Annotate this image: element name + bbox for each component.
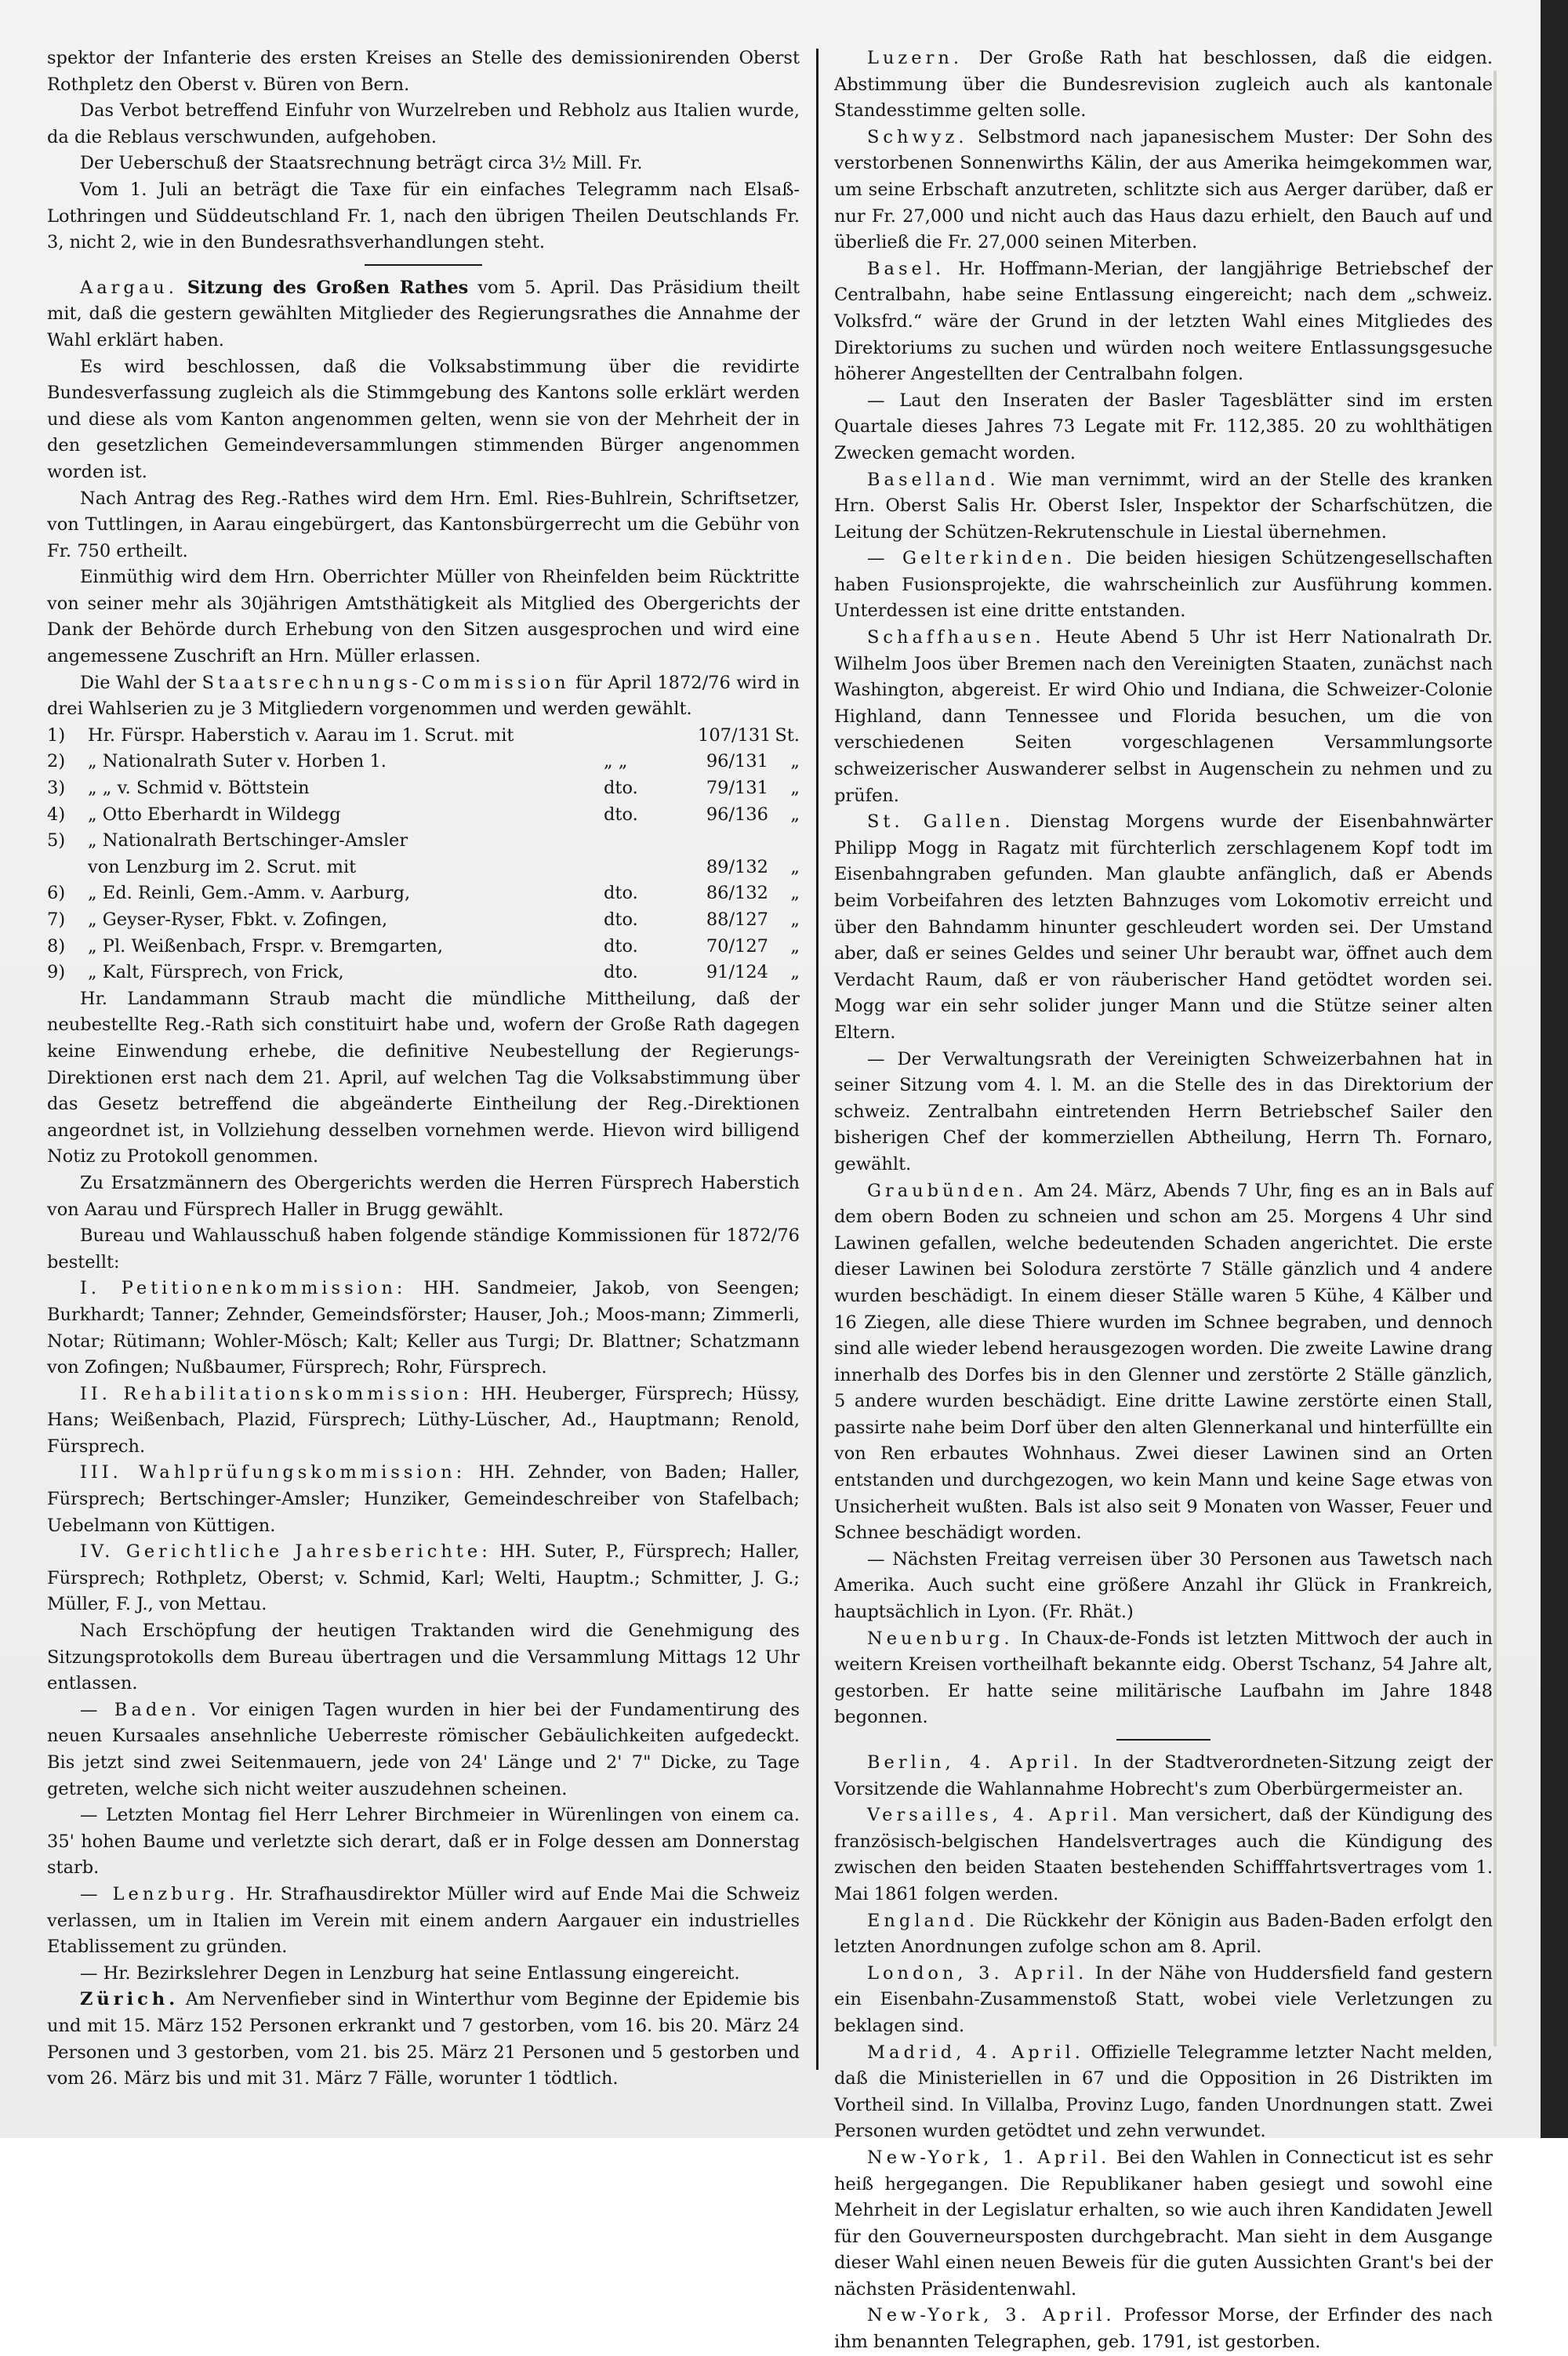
newyork-article-2 [834,2303,1493,2355]
article-text: Hr. Strafhausdirektor Müller wird auf Ende Mai die Schweiz verlassen, um in Italien im Verein mit einem andern Aargauer ein industrielles Etablissement zu gründen. [47,1883,800,1958]
place-date: London, 3. April. [867,1962,1088,1984]
paragraph: Bureau und Wahlausschuß haben folgende ständige Kommissionen für 1872/76 bestellt: [47,1225,800,1272]
table-row [47,828,800,855]
row-votes: 96/136 [706,804,768,825]
schwyz-article [834,125,1493,256]
paragraph: Zu Ersatzmännern des Obergerichts werden die Herren Fürsprech Haberstich von Aarau und Fürsprech Haller in Brugg gewählt. [47,1172,800,1220]
row-votes: 88/127 [706,909,768,930]
row-number: 5) [47,830,66,851]
berlin-article [834,1750,1493,1802]
article-text: Am 24. März, Abends 7 Uhr, fing es an in Bals auf dem obern Boden zu schneien und schon am 25. Morgens 4 Uhr sind Lawinen gefallen, welche bedeutenden Schaden angerichtet. Die erste dieser Lawinen bei Solodura zerstörte 7 Ställe gänzlich und 4 andere wurden beschädigt. In einem dieser Ställe waren 5 Kühe, 4 Kälber und 16 Ziegen, alle diese Thiere wurden im Schnee begraben, und dennoch sind alle wieder lebend herausgezogen worden. Die zweite Lawine drang innerhalb des Dorfes bis in den Glenner und zerstörte 2 Ställe gänzlich, 5 andere wurden beschädigt. Eine dritte Lawine zerstörte einen Stall, passirte nahe beim Dorf über den alten Glennerkanal und hinterfüllte ein von Ren erbautes Wohnhaus. Zwei dieser Lawinen sind an Orten entstanden und durchgezogen, wo kein Mann und keine Sage etwas von Unsicherheit wußten. Bals ist also seit 9 Monaten von Wasser, Feuer und Schnee beschädigt worden. [834,1180,1493,1544]
row-name: „ Otto Eberhardt in Wildegg [88,804,341,825]
row-number: 8) [47,935,66,957]
row-unit [768,828,800,855]
place-name: England. [867,1910,978,1931]
commission-4 [47,1539,800,1618]
table-row [47,960,800,986]
paragraph: Das Verbot betreffend Einfuhr von Wurzelreben und Rebholz aus Italien wurde, da die Reblaus verschwunden, aufgehoben. [47,100,800,147]
baden-article [47,1697,800,1802]
row-unit: „ [790,883,800,904]
paragraph [47,670,800,723]
row-name: Hr. Fürspr. Haberstich v. Aarau im 1. Scrut. mit [88,724,514,746]
text: für April 1872/76 wird in drei Wahlserien zu je 3 Mitgliedern vorgenommen und werden gewählt. [47,672,800,720]
paragraph: Der Ueberschuß der Staatsrechnung beträgt circa 3½ Mill. Fr. [80,153,643,174]
commission-3 [47,1460,800,1539]
article-text: Am Nervenfieber sind in Winterthur vom Beginne der Epidemie bis und mit 15. März 152 Personen erkrankt und 7 gestorben, vom 16. bis 20. März 24 Personen und 3 gestorben, vom 21. bis 25. März 21 Personen und 5 gestorben und vom 26. März bis und mit 31. März 7 Fälle, worunter 1 tödtlich. [47,1989,800,2089]
row-votes: 91/124 [706,962,768,983]
page-edge-shadow [1494,71,1497,2046]
table-row [47,880,800,907]
table-row [47,907,800,934]
stgallen-article [834,809,1493,1046]
election-table [47,723,800,986]
article-text: In der Nähe von Huddersfield fand gestern ein Eisenbahn-Zusammenstoß Statt, wobei viele Verletzungen zu beklagen sind. [834,1962,1493,2036]
paragraph: — Hr. Bezirkslehrer Degen in Lenzburg hat seine Entlassung eingereicht. [80,1962,740,1984]
table-row [47,723,800,750]
row-ditto: dto. [604,883,638,904]
place-name: Neuenburg. [867,1628,1014,1649]
row-name: „ Pl. Weißenbach, Frspr. v. Bremgarten, [88,935,444,957]
place-name: Graubünden. [867,1180,1028,1201]
row-votes: 86/132 [706,883,768,904]
paragraph: spektor der Infanterie des ersten Kreises an Stelle des demissionirenden Oberst Rothpletz den Oberst v. Büren von Bern. [47,48,800,95]
row-unit: „ [790,962,800,983]
commission-title: IV. Gerichtliche Jahresberichte: [80,1541,492,1563]
place-name: Basel. [867,258,946,279]
paragraph: — Laut den Inseraten der Basler Tagesblätter sind im ersten Quartale dieses Jahres 73 Legate mit Fr. 112,385. 20 zu wohlthätigen Zwecken gemacht worden. [834,390,1493,463]
row-name: „ Nationalrath Suter v. Horben 1. [88,751,387,772]
article-text: Wie man vernimmt, wird an der Stelle des kranken Hrn. Oberst Salis Hr. Oberst Isler, Inspektor der Scharfschützen, die Leitung der Schützen-Rekrutenschule in Liestal übernehmen. [834,469,1493,543]
paragraph: Nach Erschöpfung der heutigen Traktanden wird die Genehmigung des Sitzungsprotokolls dem Bureau übertragen und die Versammlung Mittags 12 Uhr entlassen. [47,1621,800,1694]
row-number: 7) [47,909,66,930]
row-unit: „ [790,856,800,877]
row-unit: „ [790,935,800,957]
row-ditto: dto. [604,962,638,983]
row-ditto [604,723,698,750]
paragraph: Einmüthig wird dem Hrn. Oberrichter Müller von Rheinfelden beim Rücktritte von seiner mehr als 30jährigen Amtsthätigkeit als Mitglied des Obergerichts der Dank der Behörde durch Erhebung von den Sitzen ausgesprochen und wird eine angemessene Zuschrift an Hrn. Müller erlassen. [47,567,800,667]
article-text: In der Stadtverordneten-Sitzung zeigt der Vorsitzende die Wahlannahme Hobrecht's zum Oberbürgermeister an. [834,1752,1493,1799]
text: Die Wahl der [80,672,197,693]
row-name: „ Nationalrath Bertschinger-Amsler [88,830,408,851]
row-name: „ „ v. Schmid v. Böttstein [88,778,310,799]
left-column [47,45,800,2115]
graubuenden-article [834,1178,1493,1547]
row-unit: St. [775,724,800,746]
place-date: New-York, 3. April. [867,2305,1116,2326]
row-number: 4) [47,804,66,825]
neuenburg-article [834,1626,1493,1731]
row-number: 9) [47,962,66,983]
row-name: „ Kalt, Fürsprech, von Frick, [88,962,344,983]
commission-members: HH. Zehnder, von Baden; Haller, Fürsprech; Bertschinger-Amsler; Hunziker, Gemeindeschreiber von Stafelbach; Uebelmann von Küttigen. [47,1462,800,1536]
commission-members: HH. Sandmeier, Jakob, von Seengen; Burkhardt; Tanner; Zehnder, Gemeindsförster; Hauser, Joh.; Moos-mann; Zimmerli, Notar; Rütimann; Wohler-Mösch; Kalt; Keller aus Turgi; Dr. Blattner; Schatzmann von Zofingen; Nußbaumer, Fürsprech; Rohr, Fürsprech. [47,1278,800,1378]
row-votes: 70/127 [706,935,768,957]
commission-1 [47,1276,800,1381]
row-unit: „ [790,751,800,772]
right-column [834,45,1494,2353]
section-separator [365,264,482,266]
commission-title: I. Petitionenkommission: [80,1278,407,1299]
luzern-article [834,45,1493,125]
paragraph: — Letzten Montag fiel Herr Lehrer Birchmeier in Würenlingen von einem ca. 35' hohen Baume und verletzte sich derart, daß er in Folge dessen am Donnerstag starb. [47,1805,800,1879]
row-votes: 79/131 [706,778,768,799]
row-unit: „ [790,778,800,799]
emphasis: Staatsrechnungs-Commission [201,672,570,693]
row-number: 3) [47,778,66,799]
article-text: Professor Morse, der Erfinder des nach ihm benannten Telegraphen, geb. 1791, ist gestorben. [834,2305,1493,2353]
row-unit: „ [790,909,800,930]
row-ditto [604,828,698,855]
commission-title: III. Wahlprüfungskommission: [80,1462,466,1483]
gelterkinden-article [834,546,1493,625]
england-article [834,1908,1493,1961]
row-votes: 96/131 [706,751,768,772]
table-row [47,749,800,775]
row-ditto: dto. [604,909,638,930]
row-ditto [604,855,698,881]
row-number [47,855,88,881]
article-text: Heute Abend 5 Uhr ist Herr Nationalrath Dr. Wilhelm Joos über Bremen nach den Vereinigten Staaten, zunächst nach Washington, abgereist. Er wird Ohio und Indiana, die Schweizer-Colonie Highland, dann Tennessee und Florida besuchen, um die von verschiedenen Seiten vorgeschlagenen Versammlungsorte schweizerischer Auswanderer selbst in Augenschein zu nehmen und zu prüfen. [834,627,1493,806]
article-text: Vor einigen Tagen wurden in hier bei der Fundamentirung des neuen Kursaales ansehnliche Ueberreste römischer Gebäulichkeiten aufgedeckt. Bis jetzt sind zwei Seitenmauern, jede von 24' Länge und 2' 7" Dicke, zu Tage getreten, welche sich nicht weiter auszudehnen scheinen. [47,1699,800,1799]
versailles-article [834,1802,1493,1908]
paragraph: Hr. Landammann Straub macht die mündliche Mittheilung, daß der neubestellte Reg.-Rath sich constituirt habe und, wofern der Große Rath dagegen keine Einwendung erhebe, die definitive Neubestellung der Regierungs-Direktionen erst nach dem 21. April, auf welchen Tag die Volksabstimmung über das Gesetz betreffend die abgeänderte Eintheilung der Reg.-Direktionen angeordnet ist, in Vollziehung desselben vornehmen werde. Hievon wird billigend Notiz zu Protokoll genommen. [47,988,800,1167]
row-ditto: dto. [604,804,638,825]
row-name: von Lenzburg im 2. Scrut. mit [88,856,357,877]
table-row [47,934,800,960]
article-text: vom 5. April. Das Präsidium theilt mit, daß die gestern gewählten Mitglieder des Regierungsrathes die Annahme der Wahl erklärt haben. [47,277,800,350]
row-number: 1) [47,724,66,746]
paragraph: Nach Antrag des Reg.-Rathes wird dem Hrn. Eml. Ries-Buhlrein, Schriftsetzer, von Tuttlingen, in Aarau eingebürgert, das Kantonsbürgerrecht um die Gebühr von Fr. 750 ertheilt. [47,488,800,561]
article-text: Der Große Rath hat beschlossen, daß die eidgen. Abstimmung über die Bundesrevision zugleich auch als kantonale Standesstimme gelten solle. [834,48,1493,122]
article-text: In Chaux-de-Fonds ist letzten Mittwoch der auch in weitern Kreisen vortheilhaft bekannte eidg. Oberst Tschanz, 54 Jahre alt, gestorben. Er hatte seine militärische Laufbahn im Jahre 1848 begonnen. [834,1628,1493,1728]
place-name: — Baden. [80,1699,201,1720]
column-rule [816,49,818,2070]
place-date: New-York, 1. April. [867,2147,1111,2168]
place-name: Aargau. [80,277,178,298]
commission-title: II. Rehabilitationskommission: [80,1383,473,1404]
commission-2 [47,1381,800,1461]
paragraph: — Der Verwaltungsrath der Vereinigten Schweizerbahnen hat in seiner Sitzung vom 4. l. M. an die Stelle des in das Direktorium der schweiz. Zentralbahn eintretenden Herrn Betriebschef Sailer den bisherigen Chef der kommerziellen Abtheilung, Herrn Th. Fornaro, gewählt. [834,1048,1493,1174]
article-text: Selbstmord nach japanesischem Muster: Der Sohn des verstorbenen Sonnenwirths Kälin, der aus Amerika heimgekommen war, um seine Erbschaft anzutreten, schlitzte sich aus Aerger darüber, daß er nur Fr. 27,000 und nicht auch das Haus dazu erhielt, den Bauch auf und überließ die Fr. 27,000 seinen Miterben. [834,126,1493,253]
row-ditto: „ „ [604,751,628,772]
place-name: — Lenzburg. [80,1883,239,1904]
madrid-article [834,2040,1493,2145]
place-name: Luzern. [867,48,964,68]
place-name: St. Gallen. [867,811,1014,833]
zurich-article [47,1987,800,2092]
row-ditto: dto. [604,778,638,799]
row-name: „ Ed. Reinli, Gem.-Amm. v. Aarburg, [88,883,411,904]
row-votes: 89/132 [706,856,768,877]
article-heading: Sitzung des Großen Rathes [187,277,469,298]
basel-article [834,256,1493,388]
london-article [834,1961,1493,2040]
lenzburg-article [47,1882,800,1961]
row-name: „ Geyser-Ryser, Fbkt. v. Zofingen, [88,909,388,930]
article-text: Man versichert, daß der Kündigung des französisch-belgischen Handelsvertrages auch die Kündigung des zwischen den beiden Staaten bestehenden Schifffahrtsvertrages vom 1. Mai 1861 folgen werden. [834,1805,1494,1904]
commission-members: HH. Suter, P., Fürsprech; Haller, Fürsprech; Rothpletz, Oberst; v. Schmid, Karl; Welti, Hauptm.; Schmitter, J. G.; Müller, F. J., von Mettau. [47,1541,800,1615]
schaffhausen-article [834,625,1493,809]
row-votes: 107/131 [698,724,771,746]
place-date: Madrid, 4. April. [867,2042,1084,2063]
row-unit: „ [790,804,800,825]
article-text: Bei den Wahlen in Connecticut ist es sehr heiß hergegangen. Die Republikaner haben gesiegt und sowohl eine Mehrheit in der Legislatur erhalten, so wie auch ihren Kandidaten Jewell für den Gouverneursposten durchgebracht. Man sieht in dem Ausgange dieser Wahl einen neuen Beweis für die guten Aussichten Grant's bei der nächsten Präsidentenwahl. [834,2147,1494,2300]
table-row [47,775,800,802]
place-name: Schaffhausen. [867,627,1045,648]
table-row [47,802,800,829]
baselland-article [834,467,1493,546]
place-name: — Gelterkinden. [867,548,1076,569]
paragraph: — Nächsten Freitag verreisen über 30 Personen aus Tawetsch nach Amerika. Auch sucht eine größere Anzahl ihr Glück in Frankreich, hauptsächlich in Lyon. (Fr. Rhät.) [834,1548,1493,1623]
paragraph: Es wird beschlossen, daß die Volksabstimmung über die revidirte Bundesverfassung zugleich als die Stimmgebung des Kantons solle erklärt werden und diese als vom Kanton angenommen gelten, wenn sie von der Mehrheit der in den gesetzlichen Gemeindeversammlungen stimmenden Bürger angenommen worden ist. [47,356,800,482]
row-number: 6) [47,883,66,904]
aargau-article [47,275,800,354]
table-row [47,855,800,881]
row-votes [698,828,768,855]
commission-members: HH. Heuberger, Fürsprech; Hüssy, Hans; Weißenbach, Plazid, Fürsprech; Lüthy-Lüscher, Ad., Hauptmann; Renold, Fürsprech. [47,1383,800,1457]
article-text: Die Rückkehr der Königin aus Baden-Baden erfolgt den letzten Anordnungen zufolge schon am 8. April. [834,1910,1493,1958]
place-name: Zürich. [80,1989,180,2010]
article-text: Die beiden hiesigen Schützengesellschaften haben Fusionsprojekte, die wahrscheinlich zur Ausführung kommen. Unterdessen ist eine dritte entstanden. [834,548,1494,622]
newyork-article-1 [834,2145,1493,2303]
place-name: Schwyz. [867,126,968,147]
row-ditto: dto. [604,935,638,957]
place-date: Berlin, 4. April. [867,1752,1083,1773]
article-text: Offizielle Telegramme letzter Nacht melden, daß die Ministeriellen in 67 und die Opposition in 26 Distrikten im Vortheil sind. In Villalba, Provinz Lugo, fanden Unordnungen statt. Zwei Personen wurden getödtet und zehn verwundet. [834,2042,1494,2142]
place-date: Versailles, 4. April. [867,1805,1122,1826]
paragraph: Vom 1. Juli an beträgt die Taxe für ein einfaches Telegramm nach Elsaß-Lothringen und Süddeutschland Fr. 1, nach den übrigen Theilen Deutschlands Fr. 3, nicht 2, wie in den Bundesrathsverhandlungen steht. [47,179,800,253]
article-text: Hr. Hoffmann-Merian, der langjährige Betriebschef der Centralbahn, habe seine Entlassung eingereicht; nach dem „schweiz. Volksfrd.“ wäre der Grund in der letzten Wahl eines Mitgliedes des Direktoriums zu suchen und würden noch weitere Entlassungsgesuche höherer Angestellten der Centralbahn folgen. [834,258,1493,385]
article-text: Dienstag Morgens wurde der Eisenbahnwärter Philipp Mogg in Ragatz mit fürchterlich zerschlagenem Kopf todt im Eisenbahngraben gefunden. Man glaubte anfänglich, daß er Abends beim Vorbeifahren des letzten Bahnzuges vom Lokomotiv erreicht und über den Bahndamm hinunter geschleudert worden sei. Der Umstand aber, daß er seines Geldes und seiner Uhr beraubt war, öffnet auch dem Verdacht Raum, daß er von räuberischer Hand getödtet worden sei. Mogg war ein sehr solider junger Mann und die Stütze seiner alten Eltern. [834,811,1493,1043]
section-separator [1116,1739,1210,1741]
scan-border [1541,0,1568,2138]
place-name: Baselland. [867,469,1000,490]
row-number: 2) [47,751,66,772]
